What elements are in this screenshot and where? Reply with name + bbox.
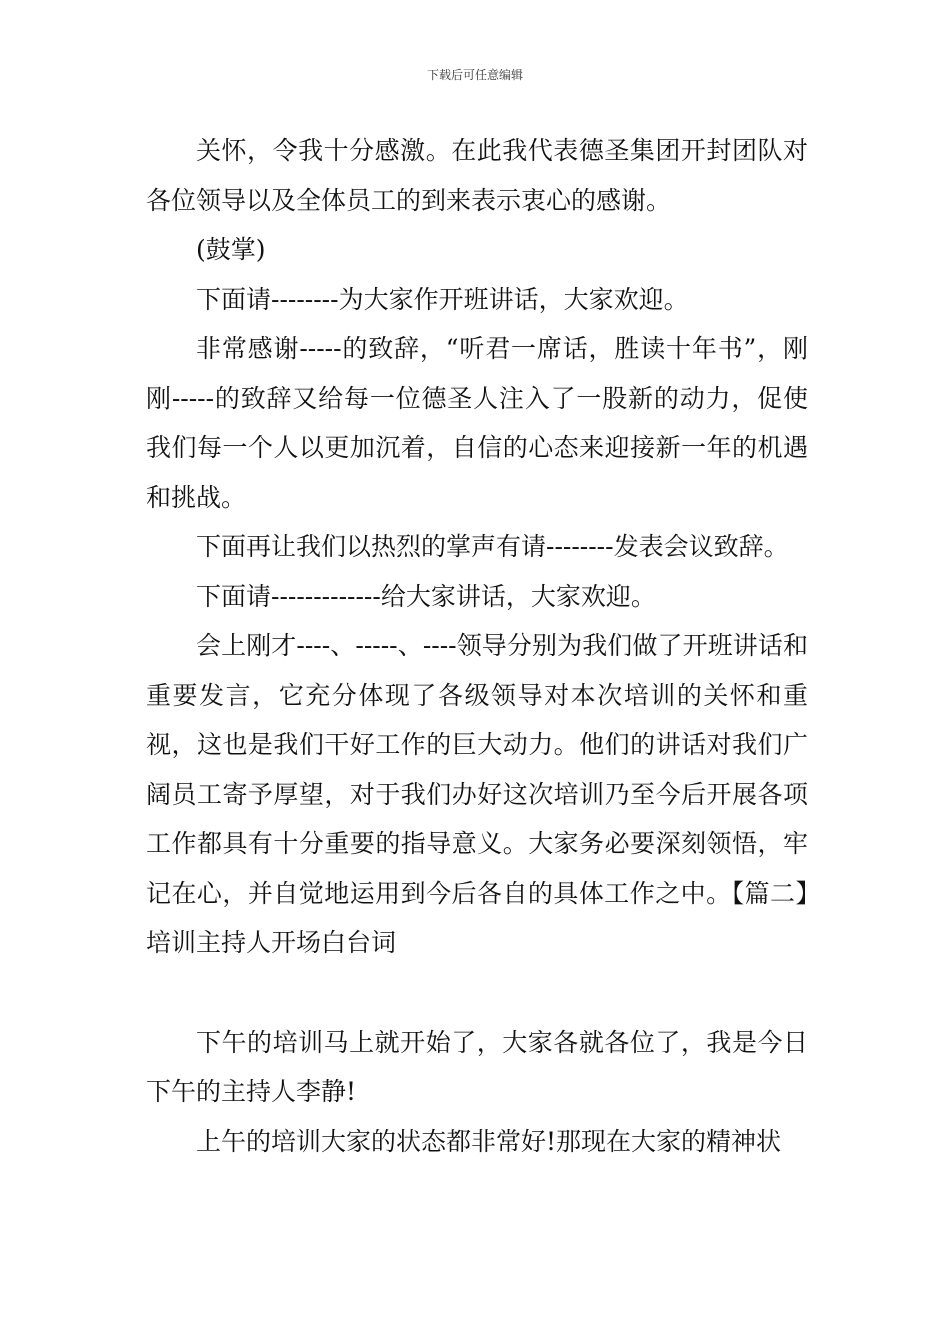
paragraph-8: 下午的培训马上就开始了，大家各就各位了，我是今日下午的主持人李静! [146, 1027, 808, 1106]
page-header: 下载后可任意编辑 [426, 68, 523, 82]
paragraph-1: 关怀，令我十分感激。在此我代表德圣集团开封团队对各位领导以及全体员工的到来表示衷心的感谢。 [146, 136, 808, 215]
document-body [146, 126, 808, 1166]
paragraph-gap [146, 968, 808, 1018]
paragraph-5: 下面再让我们以热烈的掌声有请--------发表会议致辞。 [196, 532, 789, 561]
paragraph-6: 下面请-------------给大家讲话，大家欢迎。 [196, 581, 656, 611]
paragraph-3: 下面请--------为大家作开班讲话，大家欢迎。 [196, 284, 689, 314]
paragraph-7: 会上刚才----、-----、----领导分别为我们做了开班讲话和重要发言，它充分体现了各级领导对本次培训的关怀和重视，这也是我们干好工作的巨大动力。他们的讲话对我们广阔员工寄予厚望，对于我们办好这次培训乃至今后开展各项工作都具有十分重要的指导意义。大家务必要深刻领悟，牢记在心，并自觉地运用到今后各自的具体工作之中。【篇二】培训主持人开场白台词 [146, 631, 808, 957]
paragraph-4: 非常感谢-----的致辞，“听君一席话，胜读十年书”，刚刚-----的致辞又给每一位德圣人注入了一股新的动力，促使我们每一个人以更加沉着，自信的心态来迎接新一年的机遇和挑战。 [146, 334, 808, 512]
paragraph-2: (鼓掌) [196, 235, 266, 264]
paragraph-9: 上午的培训大家的状态都非常好!那现在大家的精神状 [196, 1126, 782, 1156]
